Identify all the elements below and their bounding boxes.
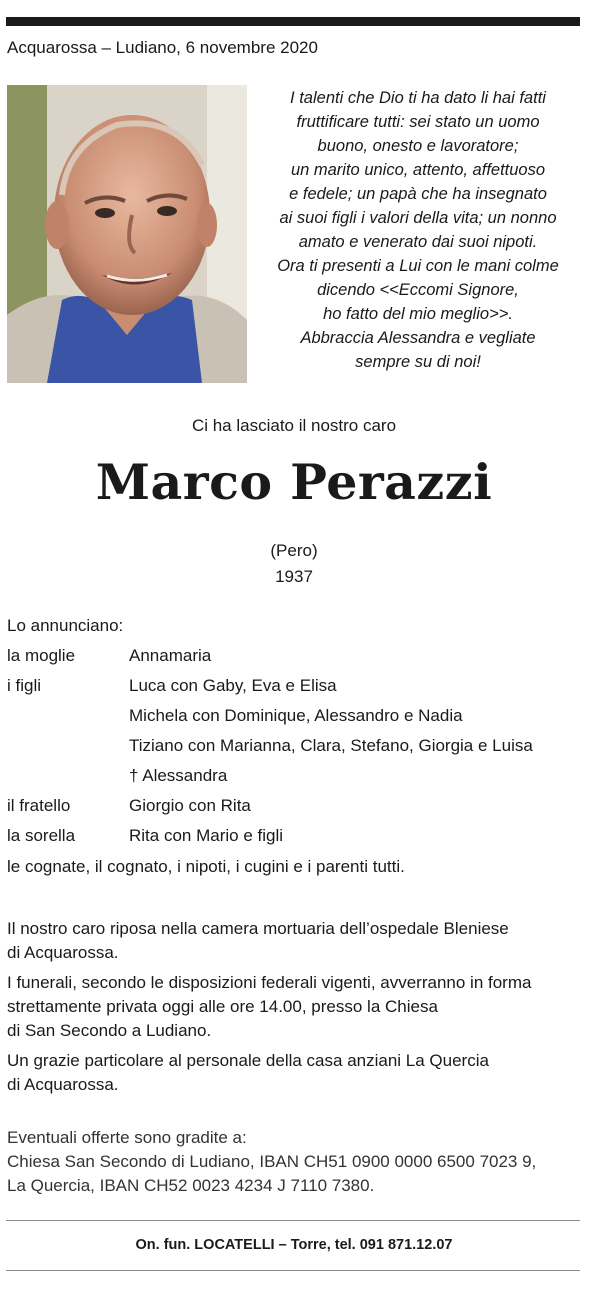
quote-line: I talenti che Dio ti ha dato li hai fatti [290,89,546,107]
birth-year: 1937 [275,567,313,586]
quote-line: dicendo <<Eccomi Signore, [317,281,519,299]
other-relatives: le cognate, il cognato, i nipoti, i cugini e i parenti tutti. [7,857,405,876]
portrait-photo [7,85,247,383]
donations-block [7,1126,587,1198]
paragraph-line: I funerali, secondo le disposizioni federali vigenti, avverranno in forma [7,973,532,992]
relation-names: † Alessandra [129,766,228,785]
rest-paragraph [7,917,587,965]
intro-line: Ci ha lasciato il nostro caro [191,416,397,435]
paragraph-line: di San Secondo a Ludiano. [7,1021,212,1040]
quote-line: ai suoi figli i valori della vita; un nonno [279,209,557,227]
donations-line: Chiesa San Secondo di Ludiano, IBAN CH51 0900 0000 6500 7023 9, [7,1152,537,1171]
quote-line: buono, onesto e lavoratore; [317,137,519,155]
paragraph-line: di Acquarossa. [7,1075,119,1094]
paragraph-line: di Acquarossa. [7,943,119,962]
paragraph-line: strettamente privata oggi alle ore 14.00, presso la Chiesa [7,997,438,1016]
memorial-quote [262,86,574,374]
relation-names: Luca con Gaby, Eva e Elisa [129,676,337,695]
relation-label: la sorella [7,826,76,845]
funeral-paragraph [7,971,587,1043]
relation-names: Annamaria [129,646,212,665]
quote-line: sempre su di noi! [355,353,481,371]
paragraph-line: Un grazie particolare al personale della casa anziani La Quercia [7,1051,489,1070]
paragraph-line: Il nostro caro riposa nella camera mortuaria dell’ospedale Bleniese [7,919,509,938]
place-date: Acquarossa – Ludiano, 6 novembre 2020 [7,38,318,57]
quote-line: Ora ti presenti a Lui con le mani colme [277,257,559,275]
relation-label: i figli [7,676,42,695]
relation-names: Giorgio con Rita [129,796,251,815]
quote-line: e fedele; un papà che ha insegnato [289,185,547,203]
donations-line: Eventuali offerte sono gradite a: [7,1128,247,1147]
thanks-paragraph [7,1049,587,1097]
donations-line: La Quercia, IBAN CH52 0023 4234 J 7110 7380. [7,1176,375,1195]
divider [6,1220,580,1221]
quote-line: ho fatto del mio meglio>>. [323,305,513,323]
divider [6,1270,580,1271]
quote-line: un marito unico, attento, affettuoso [290,161,546,179]
deceased-name: Marco Perazzi [95,453,493,511]
deceased-nickname: (Pero) [270,541,318,560]
relation-label: la moglie [7,646,76,665]
portrait-illustration [7,85,247,383]
quote-line: Abbraccia Alessandra e vegliate [300,329,536,347]
top-rule [6,17,580,26]
relation-names: Rita con Mario e figli [129,826,284,845]
quote-line: amato e venerato dai suoi nipoti. [298,233,538,251]
announcers-label: Lo annunciano: [7,616,124,635]
quote-line: fruttificare tutti: sei stato un uomo [296,113,540,131]
relation-label: il fratello [7,796,71,815]
relation-names: Tiziano con Marianna, Clara, Stefano, Giorgia e Luisa [129,736,533,755]
funeral-home: On. fun. LOCATELLI – Torre, tel. 091 871.12.07 [135,1237,453,1253]
relation-names: Michela con Dominique, Alessandro e Nadia [129,706,463,725]
